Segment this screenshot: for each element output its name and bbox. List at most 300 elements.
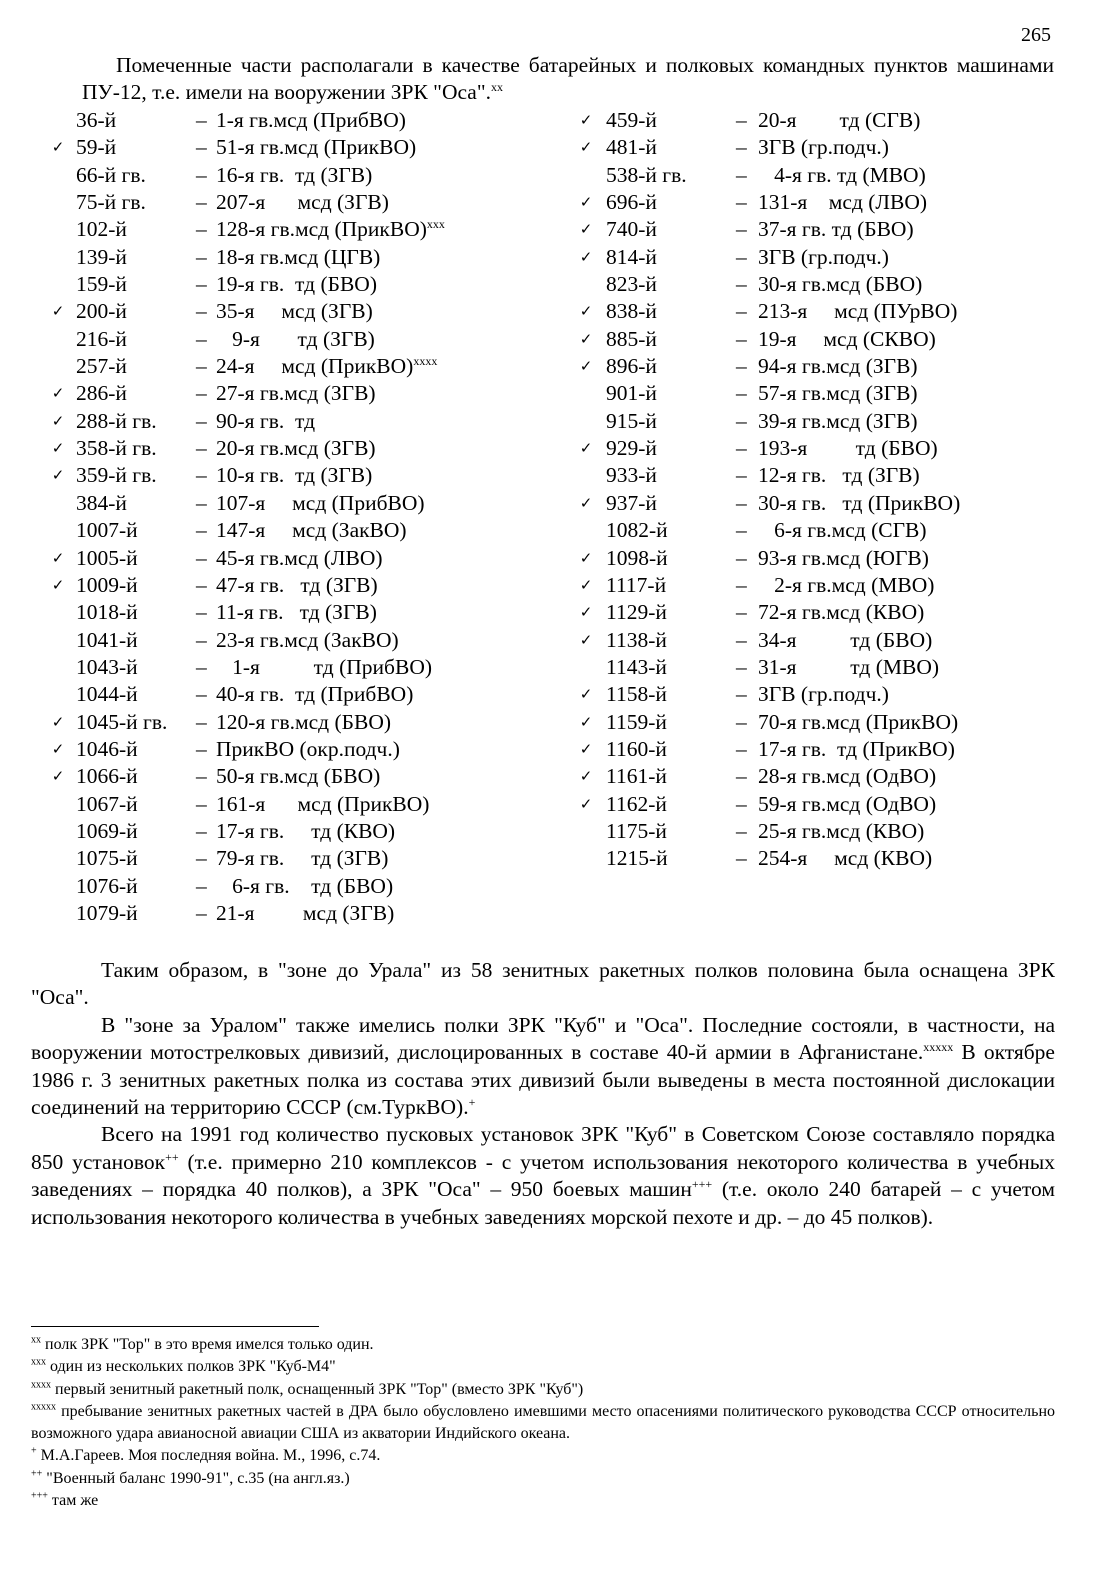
check-mark-icon: ✓	[579, 712, 593, 731]
division-name: 1-я гв.мсд (ПрибВО)	[216, 108, 406, 132]
regiment-row	[576, 627, 1056, 654]
footnote-text: "Военный баланс 1990-91", с.35 (на англ.яз.)	[42, 1469, 350, 1487]
division-name: 193-я тд (БВО)	[758, 436, 938, 461]
division-name: 9-я тд (ЗГВ)	[216, 326, 375, 351]
division-name: 30-я гв.мсд (БВО)	[758, 272, 923, 297]
division-name: 11-я гв. тд (ЗГВ)	[216, 600, 377, 625]
dash-separator: –	[196, 900, 207, 925]
body-text-segment: Всего на 1991 год количество пусковых установок ЗРК "Куб" в Советском Союзе составляло порядка 850 установок	[31, 1122, 1055, 1174]
regiment-row	[48, 435, 518, 462]
division-name: 21-я мсд (ЗГВ)	[216, 900, 395, 925]
dash-separator: –	[196, 381, 207, 406]
dash-separator: –	[736, 518, 747, 543]
regiment-row	[576, 599, 1056, 626]
footnote	[31, 1401, 1055, 1446]
dash-separator: –	[196, 135, 207, 160]
division-name: 131-я мсд (ЛВО)	[758, 190, 928, 215]
division-name: ПрикВО (окр.подч.)	[216, 736, 400, 761]
division-name: 17-я гв. тд (КВО)	[216, 818, 396, 843]
body-paragraph-1: Таким образом, в "зоне до Урала" из 58 зенитных ракетных полков половина была оснащена ЗРК "Оса".	[31, 958, 1055, 1010]
footnote-text: там же	[47, 1492, 99, 1510]
division-name: 72-я гв.мсд (КВО)	[758, 600, 925, 625]
dash-separator: –	[196, 791, 207, 816]
dash-separator: –	[736, 217, 747, 242]
regiment-row	[576, 845, 1056, 872]
division-name: 45-я гв.мсд (ЛВО)	[216, 545, 383, 570]
check-mark-icon: ✓	[579, 493, 593, 512]
check-mark-icon: ✓	[579, 767, 593, 786]
regiment-row	[48, 162, 518, 189]
division-name: 93-я гв.мсд (ЮГВ)	[758, 545, 929, 570]
regiment-number: 1215-й	[606, 846, 668, 871]
dash-separator: –	[196, 326, 207, 351]
regiment-row	[576, 380, 1056, 407]
regiment-number: 915-й	[606, 408, 657, 433]
body-paragraph-3	[31, 1121, 1055, 1231]
regiment-number: 66-й гв.	[76, 162, 146, 187]
division-name: 18-я гв.мсд (ЦГВ)	[216, 244, 381, 269]
dash-separator: –	[196, 873, 207, 898]
regiment-number: 740-й	[606, 217, 657, 242]
regiment-row	[576, 189, 1056, 216]
regiment-number: 1046-й	[76, 736, 138, 761]
regiment-row	[48, 763, 518, 790]
division-name: 40-я гв. тд (ПрибВО)	[216, 682, 414, 707]
regiment-number: 1076-й	[76, 873, 138, 898]
dash-separator: –	[196, 654, 207, 679]
dash-separator: –	[736, 736, 747, 761]
division-name: 37-я гв. тд (БВО)	[758, 217, 914, 242]
dash-separator: –	[196, 354, 207, 379]
footnote-text: полк ЗРК "Тор" в это время имелся только один.	[41, 1336, 374, 1353]
footnote-mark: xxxx	[413, 353, 438, 368]
body-paragraph-2	[31, 1012, 1055, 1122]
check-mark-icon: ✓	[51, 411, 65, 430]
regiment-row	[48, 873, 518, 900]
dash-separator: –	[196, 244, 207, 269]
footnote-text: первый зенитный ракетный полк, оснащенный ЗРК "Тор" (вместо ЗРК "Куб")	[51, 1380, 584, 1398]
regiment-row	[48, 845, 518, 872]
division-name: 27-я гв.мсд (ЗГВ)	[216, 381, 376, 406]
division-name: 4-я гв. тд (МВО)	[758, 162, 926, 187]
division-name: 120-я гв.мсд (БВО)	[216, 709, 392, 734]
check-mark-icon: ✓	[579, 357, 593, 376]
footnote-text: один из нескольких полков ЗРК "Куб-М4"	[46, 1358, 336, 1376]
division-name: 19-я гв. тд (БВО)	[216, 272, 377, 297]
regiment-number: 1158-й	[606, 682, 667, 707]
regiment-number: 481-й	[606, 135, 657, 160]
dash-separator: –	[736, 764, 747, 789]
body-text-segment: В "зоне за Уралом" также имелись полки ЗРК "Куб" и "Оса". Последние состояли, в частности, на вооружении мотострелковых дивизий, дислоцированных в составе 40-й армии в Афганистане.	[31, 1012, 1055, 1065]
check-mark-icon: ✓	[579, 630, 593, 649]
division-name: 90-я гв. тд	[216, 408, 316, 433]
regiment-number: 1041-й	[76, 627, 138, 652]
regiment-row	[48, 353, 518, 380]
footnote	[31, 1356, 1055, 1378]
regiment-row	[48, 791, 518, 818]
regiment-row	[576, 244, 1056, 271]
dash-separator: –	[196, 709, 207, 734]
dash-separator: –	[196, 736, 207, 761]
regiment-number: 1143-й	[606, 654, 667, 679]
regiment-number: 459-й	[606, 108, 657, 132]
footnote-mark: xxxxx	[31, 1401, 56, 1413]
regiment-number: 1160-й	[606, 736, 667, 761]
check-mark-icon: ✓	[51, 138, 65, 157]
division-name: ЗГВ (гр.подч.)	[758, 682, 889, 707]
body-text-segment: В октябре 1986 г. 3 зенитных ракетных полка из состава этих дивизий были выведены в места постоянной дислокации соединений на территорию СССР (см.ТуркВО).	[31, 1040, 1055, 1120]
check-mark-icon: ✓	[579, 329, 593, 348]
division-name: 59-я гв.мсд (ОдВО)	[758, 791, 937, 816]
division-name: 17-я гв. тд (ПрикВО)	[758, 736, 955, 761]
division-name: 31-я тд (МВО)	[758, 654, 940, 679]
regiment-row	[576, 271, 1056, 298]
division-name: 25-я гв.мсд (КВО)	[758, 818, 925, 843]
division-name: 57-я гв.мсд (ЗГВ)	[758, 381, 918, 406]
regiment-number: 838-й	[606, 299, 657, 324]
regiment-number: 139-й	[76, 244, 127, 269]
regiment-number: 696-й	[606, 190, 657, 215]
division-name: 30-я гв. тд (ПрикВО)	[758, 490, 961, 515]
dash-separator: –	[196, 436, 207, 461]
footnote-mark: ++	[165, 1149, 179, 1164]
footnote-mark: +++	[691, 1177, 713, 1192]
regiment-number: 102-й	[76, 217, 127, 242]
regiment-number: 885-й	[606, 326, 657, 351]
regiment-number: 1009-й	[76, 572, 138, 597]
regiment-row	[48, 216, 518, 243]
check-mark-icon: ✓	[51, 548, 65, 567]
body-text	[31, 957, 1055, 1231]
dash-separator: –	[736, 326, 747, 351]
dash-separator: –	[196, 490, 207, 515]
check-mark-icon: ✓	[579, 685, 593, 704]
regiment-number: 901-й	[606, 381, 657, 406]
regiment-number: 1045-й гв.	[76, 709, 168, 734]
division-name: 147-я мсд (ЗакВО)	[216, 518, 407, 543]
regiment-number: 937-й	[606, 490, 657, 515]
division-name: 28-я гв.мсд (ОдВО)	[758, 764, 937, 789]
regiment-number: 1067-й	[76, 791, 138, 816]
regiment-number: 933-й	[606, 463, 657, 488]
dash-separator: –	[196, 217, 207, 242]
division-name: 10-я гв. тд (ЗГВ)	[216, 463, 373, 488]
dash-separator: –	[196, 408, 207, 433]
regiment-number: 1044-й	[76, 682, 138, 707]
check-mark-icon: ✓	[51, 767, 65, 786]
regiment-row	[576, 326, 1056, 353]
regiment-row	[48, 189, 518, 216]
regiment-row	[48, 380, 518, 407]
regiment-row	[576, 545, 1056, 572]
regiment-number: 1117-й	[606, 572, 667, 597]
check-mark-icon: ✓	[51, 439, 65, 458]
footnote-mark: +	[31, 1446, 37, 1458]
regiment-number: 358-й гв.	[76, 436, 157, 461]
check-mark-icon: ✓	[579, 193, 593, 212]
regiment-row	[576, 435, 1056, 462]
footnote	[31, 1490, 1055, 1512]
dash-separator: –	[196, 190, 207, 215]
regiment-number: 1129-й	[606, 600, 667, 625]
division-cell	[216, 216, 445, 243]
footnote-text: М.А.Гареев. Моя последняя война. М., 1996, с.74.	[36, 1447, 381, 1465]
division-name: 20-я тд (СГВ)	[758, 108, 921, 132]
division-name: 6-я гв.мсд (СГВ)	[758, 518, 927, 543]
regiment-number: 286-й	[76, 381, 127, 406]
regiment-row	[48, 599, 518, 626]
regiment-number: 36-й	[76, 108, 117, 132]
dash-separator: –	[736, 572, 747, 597]
regiment-number: 216-й	[76, 326, 127, 351]
regiment-number: 1138-й	[606, 627, 667, 652]
regiment-row	[576, 490, 1056, 517]
dash-separator: –	[736, 600, 747, 625]
regiment-row	[48, 298, 518, 325]
dash-separator: –	[736, 408, 747, 433]
dash-separator: –	[736, 299, 747, 324]
check-mark-icon: ✓	[579, 603, 593, 622]
dash-separator: –	[196, 600, 207, 625]
dash-separator: –	[736, 354, 747, 379]
division-name: 107-я мсд (ПрибВО)	[216, 490, 425, 515]
division-name: 161-я мсд (ПрикВО)	[216, 791, 430, 816]
check-mark-icon: ✓	[51, 384, 65, 403]
dash-separator: –	[196, 545, 207, 570]
division-name: 20-я гв.мсд (ЗГВ)	[216, 436, 376, 461]
division-cell	[216, 353, 437, 380]
regiment-row	[48, 408, 518, 435]
dash-separator: –	[736, 244, 747, 269]
regiment-number: 1007-й	[76, 518, 138, 543]
dash-separator: –	[736, 627, 747, 652]
division-name: ЗГВ (гр.подч.)	[758, 135, 889, 160]
division-name: 39-я гв.мсд (ЗГВ)	[758, 408, 918, 433]
check-mark-icon: ✓	[579, 575, 593, 594]
footnote-text: пребывание зенитных ракетных частей в ДРА было обусловлено имевшими место опасениями политического руководства СССР относительно возможного удара авианосной авиации США из акватории Индийского океана.	[31, 1402, 1055, 1443]
check-mark-icon: ✓	[579, 439, 593, 458]
regiment-row	[48, 572, 518, 599]
regiment-row	[48, 462, 518, 489]
check-mark-icon: ✓	[579, 739, 593, 758]
division-name: 207-я мсд (ЗГВ)	[216, 190, 389, 215]
dash-separator: –	[736, 162, 747, 187]
dash-separator: –	[736, 135, 747, 160]
regiment-number: 1069-й	[76, 818, 138, 843]
dash-separator: –	[736, 381, 747, 406]
regiment-number: 200-й	[76, 299, 127, 324]
check-mark-icon: ✓	[579, 548, 593, 567]
check-mark-icon: ✓	[51, 575, 65, 594]
footnote-mark: xxxxx	[923, 1040, 954, 1055]
footnote-mark: ++	[31, 1468, 43, 1480]
dash-separator: –	[196, 764, 207, 789]
regiment-number: 814-й	[606, 244, 657, 269]
dash-separator: –	[736, 272, 747, 297]
dash-separator: –	[736, 463, 747, 488]
regiment-row	[48, 627, 518, 654]
regiment-row	[576, 572, 1056, 599]
regiment-number: 1043-й	[76, 654, 138, 679]
regiment-list-left	[48, 107, 518, 927]
dash-separator: –	[196, 272, 207, 297]
regiment-row	[576, 216, 1056, 243]
check-mark-icon: ✓	[579, 302, 593, 321]
division-name: 213-я мсд (ПУрВО)	[758, 299, 958, 324]
regiment-number: 384-й	[76, 490, 127, 515]
check-mark-icon: ✓	[579, 247, 593, 266]
dash-separator: –	[736, 846, 747, 871]
dash-separator: –	[196, 818, 207, 843]
check-mark-icon: ✓	[51, 712, 65, 731]
regiment-number: 1005-й	[76, 545, 138, 570]
check-mark-icon: ✓	[579, 220, 593, 239]
regiment-row	[576, 408, 1056, 435]
regiment-row	[48, 900, 518, 927]
regiment-list-right	[576, 107, 1056, 873]
regiment-number: 75-й гв.	[76, 190, 146, 215]
regiment-row	[576, 654, 1056, 681]
intro-text: Помеченные части располагали в качестве батарейных и полковых командных пунктов машинами ПУ-12, т.е. имели на вооружении ЗРК "Оса".	[82, 53, 1054, 104]
footnote	[31, 1468, 1055, 1490]
regiment-number: 896-й	[606, 354, 657, 379]
division-name: 94-я гв.мсд (ЗГВ)	[758, 354, 918, 379]
regiment-row	[48, 244, 518, 271]
regiment-number: 1066-й	[76, 764, 138, 789]
dash-separator: –	[196, 572, 207, 597]
regiment-number: 1098-й	[606, 545, 668, 570]
division-name: 47-я гв. тд (ЗГВ)	[216, 572, 378, 597]
division-name: ЗГВ (гр.подч.)	[758, 244, 889, 269]
regiment-number: 1161-й	[606, 764, 667, 789]
dash-separator: –	[736, 490, 747, 515]
footnote	[31, 1334, 1055, 1356]
regiment-number: 288-й гв.	[76, 408, 157, 433]
division-name: 34-я тд (БВО)	[758, 627, 933, 652]
footnote-mark: xx	[31, 1334, 41, 1346]
division-name: 70-я гв.мсд (ПрикВО)	[758, 709, 959, 734]
division-name: 50-я гв.мсд (БВО)	[216, 764, 381, 789]
regiment-row	[48, 545, 518, 572]
regiment-row	[576, 517, 1056, 544]
regiment-number: 1162-й	[606, 791, 667, 816]
dash-separator: –	[196, 162, 207, 187]
division-name: 23-я гв.мсд (ЗакВО)	[216, 627, 399, 652]
dash-separator: –	[196, 518, 207, 543]
dash-separator: –	[736, 545, 747, 570]
dash-separator: –	[736, 190, 747, 215]
page-number: 265	[1021, 24, 1051, 46]
regiment-row	[48, 107, 518, 134]
check-mark-icon: ✓	[579, 794, 593, 813]
footnote-mark: xxx	[31, 1356, 46, 1368]
footnote	[31, 1445, 1055, 1467]
division-name: 19-я мсд (СКВО)	[758, 326, 936, 351]
check-mark-icon: ✓	[51, 302, 65, 321]
footnote-mark: xx	[490, 79, 503, 94]
regiment-row	[48, 271, 518, 298]
check-mark-icon: ✓	[51, 466, 65, 485]
division-name: 12-я гв. тд (ЗГВ)	[758, 463, 920, 488]
regiment-row	[48, 654, 518, 681]
check-mark-icon: ✓	[51, 739, 65, 758]
body-text-segment: (т.е. около 240 батарей – с учетом использования некоторого количества в учебных заведениях морской пехоте и др. – до 45 полков).	[31, 1177, 1055, 1229]
regiment-row	[576, 791, 1056, 818]
dash-separator: –	[736, 654, 747, 679]
regiment-number: 1018-й	[76, 600, 138, 625]
regiment-number: 929-й	[606, 436, 657, 461]
check-mark-icon: ✓	[579, 111, 593, 129]
regiment-row	[576, 353, 1056, 380]
regiment-row	[576, 736, 1056, 763]
body-text-segment: (т.е. примерно 210 комплексов - с учетом использования некоторого количества в учебных заведениях – порядка 40 полков), а ЗРК "Оса" – 950 боевых машин	[31, 1149, 1056, 1202]
dash-separator: –	[196, 299, 207, 324]
regiment-number: 823-й	[606, 272, 657, 297]
regiment-row	[48, 709, 518, 736]
dash-separator: –	[196, 627, 207, 652]
dash-separator: –	[196, 682, 207, 707]
dash-separator: –	[736, 436, 747, 461]
regiment-number: 1175-й	[606, 818, 667, 843]
regiment-row	[576, 107, 1056, 134]
regiment-row	[48, 736, 518, 763]
regiment-row	[48, 134, 518, 161]
division-name: 24-я мсд (ПрикВО)	[216, 354, 414, 379]
regiment-number: 359-й гв.	[76, 463, 157, 488]
regiment-row	[576, 298, 1056, 325]
dash-separator: –	[736, 818, 747, 843]
regiment-number: 159-й	[76, 272, 127, 297]
regiment-row	[576, 162, 1056, 189]
dash-separator: –	[196, 463, 207, 488]
dash-separator: –	[736, 108, 747, 132]
footnote-divider	[31, 1326, 319, 1327]
division-name: 16-я гв. тд (ЗГВ)	[216, 162, 373, 187]
footnote-mark: xxxx	[31, 1379, 51, 1391]
regiment-number: 538-й гв.	[606, 162, 687, 187]
regiment-row	[48, 517, 518, 544]
regiment-number: 257-й	[76, 354, 127, 379]
regiment-number: 1075-й	[76, 846, 138, 871]
regiment-number: 59-й	[76, 135, 117, 160]
check-mark-icon: ✓	[579, 138, 593, 157]
division-name: 254-я мсд (КВО)	[758, 846, 933, 871]
footnotes	[31, 1334, 1055, 1512]
regiment-number: 1082-й	[606, 518, 668, 543]
division-name: 1-я тд (ПрибВО)	[216, 654, 433, 679]
dash-separator: –	[736, 791, 747, 816]
regiment-row	[48, 326, 518, 353]
regiment-row	[48, 490, 518, 517]
regiment-number: 1159-й	[606, 709, 667, 734]
footnote-mark: xxx	[426, 217, 445, 232]
regiment-row	[576, 709, 1056, 736]
regiment-row	[48, 818, 518, 845]
regiment-row	[48, 681, 518, 708]
regiment-row	[576, 763, 1056, 790]
division-name: 6-я гв. тд (БВО)	[216, 873, 394, 898]
regiment-row	[576, 818, 1056, 845]
dash-separator: –	[196, 846, 207, 871]
division-name: 35-я мсд (ЗГВ)	[216, 299, 373, 324]
footnote	[31, 1379, 1055, 1401]
regiment-row	[576, 134, 1056, 161]
regiment-number: 1079-й	[76, 900, 138, 925]
division-name: 51-я гв.мсд (ПрикВО)	[216, 135, 417, 160]
dash-separator: –	[196, 108, 207, 132]
dash-separator: –	[736, 682, 747, 707]
footnote-mark: +++	[31, 1490, 48, 1502]
